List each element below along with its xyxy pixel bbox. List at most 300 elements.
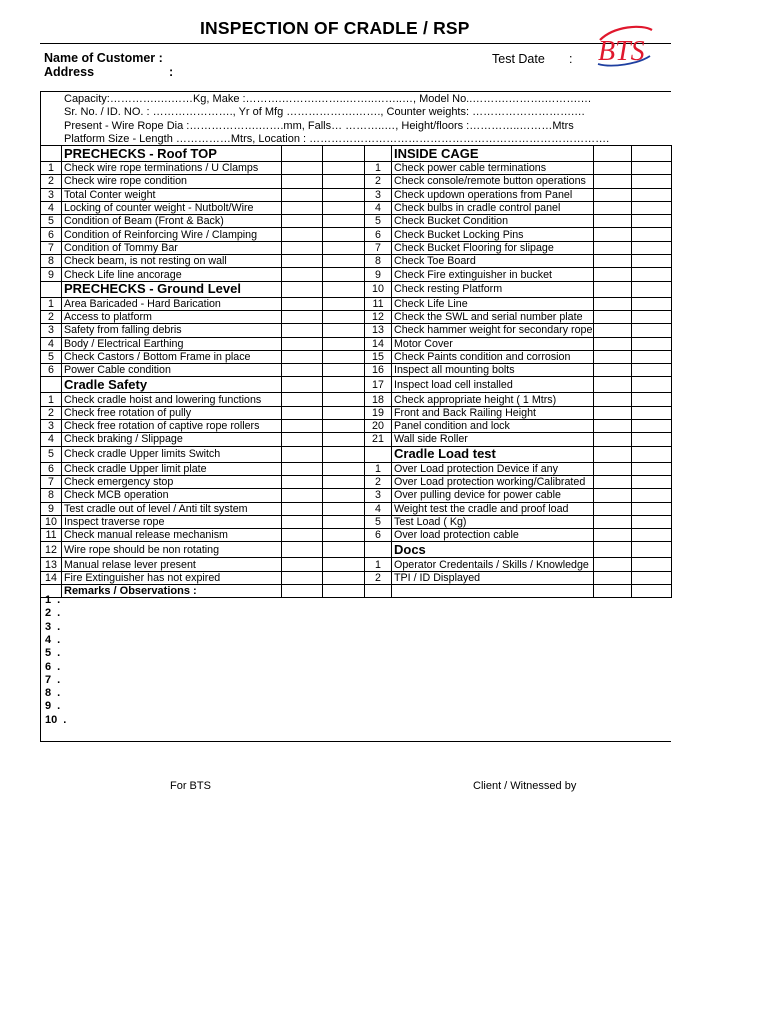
- result-cell[interactable]: [594, 377, 632, 393]
- item-number: 1: [41, 393, 62, 406]
- result-cell[interactable]: [282, 585, 323, 598]
- remark-cell[interactable]: [632, 255, 672, 268]
- remark-cell[interactable]: [632, 364, 672, 377]
- result-cell[interactable]: [594, 462, 632, 475]
- remark-cell[interactable]: [323, 281, 365, 297]
- remark-number: 5: [45, 647, 52, 660]
- check-item-label: Over Load protection Device if any: [392, 462, 594, 475]
- remark-line[interactable]: [45, 714, 66, 726]
- remark-cell[interactable]: [323, 228, 365, 241]
- remark-dot: .: [57, 620, 61, 633]
- result-cell[interactable]: [282, 146, 323, 162]
- section-heading: Cradle Load test: [392, 446, 594, 462]
- remark-cell[interactable]: [632, 310, 672, 323]
- remark-cell[interactable]: [323, 377, 365, 393]
- remark-cell[interactable]: [632, 393, 672, 406]
- result-cell[interactable]: [282, 255, 323, 268]
- table-row: [41, 228, 672, 241]
- table-row: [41, 502, 672, 515]
- result-cell[interactable]: [282, 350, 323, 363]
- result-cell[interactable]: [594, 475, 632, 488]
- remark-cell[interactable]: [632, 337, 672, 350]
- result-cell[interactable]: [282, 558, 323, 571]
- result-cell[interactable]: [282, 433, 323, 446]
- remark-cell[interactable]: [632, 241, 672, 254]
- item-number: 2: [41, 175, 62, 188]
- table-row: [41, 420, 672, 433]
- table-row: [41, 297, 672, 310]
- check-item-label: Check bulbs in cradle control panel: [392, 201, 594, 214]
- item-number: 5: [41, 350, 62, 363]
- result-cell[interactable]: [282, 542, 323, 558]
- check-item-label: Check hammer weight for secondary rope: [392, 324, 594, 337]
- item-number: 3: [41, 324, 62, 337]
- table-row: [41, 188, 672, 201]
- result-cell[interactable]: [282, 446, 323, 462]
- remark-cell[interactable]: [632, 489, 672, 502]
- item-number: 5: [41, 446, 62, 462]
- remark-dot: .: [57, 647, 61, 660]
- check-item-label: Check Bucket Flooring for slipage: [392, 241, 594, 254]
- result-cell[interactable]: [282, 364, 323, 377]
- remark-cell[interactable]: [323, 420, 365, 433]
- result-cell[interactable]: [594, 515, 632, 528]
- check-item-label: Area Baricaded - Hard Barication: [62, 297, 282, 310]
- remark-line[interactable]: [45, 634, 60, 646]
- check-item-label: Check power cable terminations: [392, 162, 594, 175]
- item-number: [41, 146, 62, 162]
- check-item-label: Check Bucket Condition: [392, 215, 594, 228]
- remark-cell[interactable]: [323, 297, 365, 310]
- table-row: [41, 215, 672, 228]
- table-row: [41, 350, 672, 363]
- remark-cell[interactable]: [323, 350, 365, 363]
- result-cell[interactable]: [282, 571, 323, 584]
- result-cell[interactable]: [594, 364, 632, 377]
- result-cell[interactable]: [594, 215, 632, 228]
- check-item-label: Check resting Platform: [392, 281, 594, 297]
- remark-cell[interactable]: [632, 377, 672, 393]
- remark-number: 6: [45, 660, 52, 673]
- check-item-label: Manual relase lever present: [62, 558, 282, 571]
- remark-line[interactable]: [45, 700, 60, 712]
- check-item-label: Check wire rope condition: [62, 175, 282, 188]
- test-date-label: Test Date: [492, 52, 545, 66]
- check-item-label: Condition of Reinforcing Wire / Clamping: [62, 228, 282, 241]
- item-number: 3: [365, 188, 392, 201]
- result-cell[interactable]: [594, 446, 632, 462]
- item-number: 11: [41, 529, 62, 542]
- check-item-label: Check Bucket Locking Pins: [392, 228, 594, 241]
- result-cell[interactable]: [282, 162, 323, 175]
- check-item-label: Inspect traverse rope: [62, 515, 282, 528]
- check-item-label: Safety from falling debris: [62, 324, 282, 337]
- result-cell[interactable]: [282, 188, 323, 201]
- result-cell[interactable]: [594, 502, 632, 515]
- result-cell[interactable]: [594, 571, 632, 584]
- result-cell[interactable]: [594, 433, 632, 446]
- result-cell[interactable]: [594, 255, 632, 268]
- remark-cell[interactable]: [632, 529, 672, 542]
- remark-cell[interactable]: [632, 162, 672, 175]
- remark-cell[interactable]: [632, 558, 672, 571]
- item-number: 11: [365, 297, 392, 310]
- result-cell[interactable]: [282, 406, 323, 419]
- item-number: 1: [365, 558, 392, 571]
- result-cell[interactable]: [282, 337, 323, 350]
- result-cell[interactable]: [282, 228, 323, 241]
- result-cell[interactable]: [282, 310, 323, 323]
- check-item-label: Inspect all mounting bolts: [392, 364, 594, 377]
- remark-cell[interactable]: [323, 515, 365, 528]
- checklist-table: [40, 145, 672, 598]
- remark-cell[interactable]: [323, 188, 365, 201]
- remark-dot: .: [57, 594, 61, 606]
- remark-cell[interactable]: [323, 324, 365, 337]
- item-number: 14: [365, 337, 392, 350]
- remark-cell[interactable]: [632, 446, 672, 462]
- table-row: [41, 462, 672, 475]
- item-number: 19: [365, 406, 392, 419]
- item-number: 10: [41, 515, 62, 528]
- remark-cell[interactable]: [632, 215, 672, 228]
- result-cell[interactable]: [282, 420, 323, 433]
- remark-cell[interactable]: [632, 542, 672, 558]
- remark-dot: .: [57, 607, 61, 620]
- table-row: [41, 364, 672, 377]
- section-heading: Docs: [392, 542, 594, 558]
- check-item-label: Check MCB operation: [62, 489, 282, 502]
- table-row: [41, 310, 672, 323]
- result-cell[interactable]: [282, 241, 323, 254]
- result-cell[interactable]: [594, 241, 632, 254]
- item-number: 9: [365, 268, 392, 281]
- remark-dot: .: [57, 687, 61, 700]
- section-heading: INSIDE CAGE: [392, 146, 594, 162]
- remark-cell[interactable]: [323, 175, 365, 188]
- result-cell[interactable]: [594, 558, 632, 571]
- table-row: [41, 255, 672, 268]
- title-rule: [40, 43, 671, 44]
- result-cell[interactable]: [594, 228, 632, 241]
- check-item-label: Check cradle Upper limits Switch: [62, 446, 282, 462]
- remark-cell[interactable]: [323, 255, 365, 268]
- remark-cell[interactable]: [323, 558, 365, 571]
- remark-line[interactable]: [45, 607, 60, 619]
- item-number: 4: [365, 201, 392, 214]
- remark-cell[interactable]: [323, 146, 365, 162]
- table-row: [41, 175, 672, 188]
- info-line-wire-rope: Present - Wire Rope Dia :……………….…….mm, Falls… ………..…, Height/floors :…………..………Mtrs: [64, 120, 574, 132]
- remark-cell[interactable]: [632, 228, 672, 241]
- table-row: [41, 529, 672, 542]
- item-number: 7: [365, 241, 392, 254]
- address-label: Address: [44, 65, 95, 79]
- check-item-label: Condition of Tommy Bar: [62, 241, 282, 254]
- remark-cell[interactable]: [323, 406, 365, 419]
- remark-cell[interactable]: [632, 515, 672, 528]
- remark-cell[interactable]: [323, 502, 365, 515]
- remark-cell[interactable]: [323, 489, 365, 502]
- check-item-label: Check Life Line: [392, 297, 594, 310]
- table-row: [41, 393, 672, 406]
- table-row: [41, 489, 672, 502]
- check-item-label: Over load protection cable: [392, 529, 594, 542]
- result-cell[interactable]: [282, 462, 323, 475]
- result-cell[interactable]: [282, 377, 323, 393]
- remark-cell[interactable]: [632, 201, 672, 214]
- remark-cell[interactable]: [632, 324, 672, 337]
- item-number: 2: [365, 175, 392, 188]
- table-row: [41, 446, 672, 462]
- check-item-label: Check free rotation of pully: [62, 406, 282, 419]
- result-cell[interactable]: [282, 281, 323, 297]
- result-cell[interactable]: [282, 268, 323, 281]
- result-cell[interactable]: [282, 475, 323, 488]
- table-row: [41, 268, 672, 281]
- check-item-label: Wire rope should be non rotating: [62, 542, 282, 558]
- item-number: 6: [41, 364, 62, 377]
- item-number: 17: [365, 377, 392, 393]
- remark-cell[interactable]: [632, 146, 672, 162]
- remark-line[interactable]: [45, 594, 60, 606]
- remark-line[interactable]: [45, 661, 60, 673]
- item-number: [365, 585, 392, 598]
- check-item-label: Test Load ( Kg): [392, 515, 594, 528]
- item-number: 21: [365, 433, 392, 446]
- item-number: 6: [365, 228, 392, 241]
- remark-cell[interactable]: [323, 268, 365, 281]
- check-item-label: [392, 585, 594, 598]
- item-number: 15: [365, 350, 392, 363]
- result-cell[interactable]: [594, 406, 632, 419]
- table-row: [41, 162, 672, 175]
- check-item-label: Inspect load cell installed: [392, 377, 594, 393]
- remark-cell[interactable]: [632, 268, 672, 281]
- result-cell[interactable]: [594, 188, 632, 201]
- item-number: 6: [41, 228, 62, 241]
- item-number: 8: [365, 255, 392, 268]
- check-item-label: Front and Back Railing Height: [392, 406, 594, 419]
- remark-cell[interactable]: [632, 297, 672, 310]
- remark-cell[interactable]: [323, 542, 365, 558]
- check-item-label: Motor Cover: [392, 337, 594, 350]
- result-cell[interactable]: [594, 297, 632, 310]
- remark-cell[interactable]: [323, 433, 365, 446]
- item-number: 5: [41, 215, 62, 228]
- item-number: 9: [41, 502, 62, 515]
- table-row: [41, 558, 672, 571]
- result-cell[interactable]: [594, 585, 632, 598]
- result-cell[interactable]: [282, 393, 323, 406]
- check-item-label: Over Load protection working/Calibrated: [392, 475, 594, 488]
- remark-cell[interactable]: [323, 162, 365, 175]
- check-item-label: Locking of counter weight - Nutbolt/Wire: [62, 201, 282, 214]
- result-cell[interactable]: [594, 281, 632, 297]
- item-number: 16: [365, 364, 392, 377]
- remark-cell[interactable]: [323, 475, 365, 488]
- item-number: 12: [365, 310, 392, 323]
- item-number: [365, 146, 392, 162]
- check-item-label: Check Castors / Bottom Frame in place: [62, 350, 282, 363]
- check-item-label: Check Toe Board: [392, 255, 594, 268]
- check-item-label: Check braking / Slippage: [62, 433, 282, 446]
- check-item-label: Test cradle out of level / Anti tilt system: [62, 502, 282, 515]
- remark-cell[interactable]: [323, 571, 365, 584]
- item-number: 6: [365, 529, 392, 542]
- check-item-label: Check cradle hoist and lowering functions: [62, 393, 282, 406]
- remark-cell[interactable]: [323, 393, 365, 406]
- remark-cell[interactable]: [323, 446, 365, 462]
- item-number: [365, 542, 392, 558]
- result-cell[interactable]: [594, 146, 632, 162]
- table-row: [41, 406, 672, 419]
- item-number: 1: [365, 162, 392, 175]
- check-item-label: Check appropriate height ( 1 Mtrs): [392, 393, 594, 406]
- result-cell[interactable]: [282, 215, 323, 228]
- check-item-label: Access to platform: [62, 310, 282, 323]
- remark-cell[interactable]: [323, 529, 365, 542]
- item-number: 10: [365, 281, 392, 297]
- item-number: 2: [41, 406, 62, 419]
- remark-dot: .: [57, 700, 61, 713]
- table-row: [41, 475, 672, 488]
- table-row: [41, 433, 672, 446]
- item-number: 13: [365, 324, 392, 337]
- form-frame-bottom: [40, 741, 671, 742]
- remark-dot: .: [63, 713, 67, 726]
- check-item-label: Wall side Roller: [392, 433, 594, 446]
- remark-cell[interactable]: [323, 364, 365, 377]
- remark-cell[interactable]: [632, 433, 672, 446]
- check-item-label: Check wire rope terminations / U Clamps: [62, 162, 282, 175]
- customer-label: Name of Customer :: [44, 51, 163, 65]
- remark-cell[interactable]: [632, 502, 672, 515]
- result-cell[interactable]: [594, 542, 632, 558]
- result-cell[interactable]: [594, 529, 632, 542]
- remark-cell[interactable]: [323, 201, 365, 214]
- remark-cell[interactable]: [632, 281, 672, 297]
- footer-for-bts: For BTS: [170, 780, 211, 792]
- item-number: [365, 446, 392, 462]
- result-cell[interactable]: [282, 489, 323, 502]
- check-item-label: Remarks / Observations :: [62, 585, 282, 598]
- remark-cell[interactable]: [632, 475, 672, 488]
- remark-cell[interactable]: [323, 310, 365, 323]
- result-cell[interactable]: [594, 175, 632, 188]
- remark-cell[interactable]: [323, 585, 365, 598]
- table-row: [41, 585, 672, 598]
- page-title: INSPECTION OF CRADLE / RSP: [200, 18, 470, 38]
- check-item-label: Power Cable condition: [62, 364, 282, 377]
- remark-cell[interactable]: [632, 350, 672, 363]
- result-cell[interactable]: [594, 162, 632, 175]
- item-number: 7: [41, 241, 62, 254]
- remark-line[interactable]: [45, 647, 60, 659]
- info-line-serial: Sr. No. / ID. NO. : …………………., Yr of Mfg ……………….……., Counter weights: ……………………….…: [64, 106, 586, 118]
- remark-line[interactable]: [45, 687, 60, 699]
- remark-cell[interactable]: [323, 215, 365, 228]
- result-cell[interactable]: [594, 393, 632, 406]
- remark-line[interactable]: [45, 621, 60, 633]
- footer-client-witness: Client / Witnessed by: [473, 780, 577, 792]
- result-cell[interactable]: [594, 268, 632, 281]
- result-cell[interactable]: [594, 337, 632, 350]
- item-number: 18: [365, 393, 392, 406]
- result-cell[interactable]: [594, 324, 632, 337]
- test-date-colon: :: [569, 52, 573, 66]
- remark-cell[interactable]: [323, 241, 365, 254]
- info-line-platform: Platform Size - Length ……………Mtrs, Location : ……………………………………………………………………….: [64, 133, 610, 145]
- check-item-label: Weight test the cradle and proof load: [392, 502, 594, 515]
- result-cell[interactable]: [282, 201, 323, 214]
- remark-cell[interactable]: [632, 420, 672, 433]
- check-item-label: Condition of Beam (Front & Back): [62, 215, 282, 228]
- result-cell[interactable]: [282, 502, 323, 515]
- item-number: 6: [41, 462, 62, 475]
- item-number: 2: [365, 475, 392, 488]
- check-item-label: Check console/remote button operations: [392, 175, 594, 188]
- item-number: 1: [365, 462, 392, 475]
- check-item-label: Operator Credentails / Skills / Knowledge: [392, 558, 594, 571]
- table-row: [41, 542, 672, 558]
- remark-cell[interactable]: [632, 462, 672, 475]
- result-cell[interactable]: [282, 297, 323, 310]
- item-number: 20: [365, 420, 392, 433]
- item-number: 2: [365, 571, 392, 584]
- result-cell[interactable]: [594, 310, 632, 323]
- table-row: [41, 201, 672, 214]
- remark-cell[interactable]: [323, 337, 365, 350]
- remark-cell[interactable]: [323, 462, 365, 475]
- check-item-label: Check Life line ancorage: [62, 268, 282, 281]
- check-item-label: Check Fire extinguisher in bucket: [392, 268, 594, 281]
- bts-logo: [594, 24, 656, 68]
- item-number: 3: [41, 188, 62, 201]
- item-number: 7: [41, 475, 62, 488]
- result-cell[interactable]: [282, 324, 323, 337]
- check-item-label: Check free rotation of captive rope rollers: [62, 420, 282, 433]
- item-number: 8: [41, 489, 62, 502]
- remark-cell[interactable]: [632, 585, 672, 598]
- remark-cell[interactable]: [632, 175, 672, 188]
- item-number: [41, 377, 62, 393]
- result-cell[interactable]: [594, 350, 632, 363]
- remark-cell[interactable]: [632, 188, 672, 201]
- remark-cell[interactable]: [632, 406, 672, 419]
- table-row: [41, 241, 672, 254]
- remark-number: 10: [45, 713, 58, 726]
- item-number: 3: [41, 420, 62, 433]
- check-item-label: Check the SWL and serial number plate: [392, 310, 594, 323]
- remark-number: 4: [45, 633, 52, 646]
- remark-cell[interactable]: [632, 571, 672, 584]
- item-number: 9: [41, 268, 62, 281]
- result-cell[interactable]: [594, 420, 632, 433]
- address-colon: :: [169, 65, 174, 79]
- remark-line[interactable]: [45, 674, 60, 686]
- result-cell[interactable]: [594, 201, 632, 214]
- remark-number: 9: [45, 700, 52, 713]
- result-cell[interactable]: [282, 515, 323, 528]
- check-item-label: Total Conter weight: [62, 188, 282, 201]
- item-number: 3: [365, 489, 392, 502]
- check-item-label: Check emergency stop: [62, 475, 282, 488]
- result-cell[interactable]: [282, 529, 323, 542]
- result-cell[interactable]: [594, 489, 632, 502]
- table-row: [41, 377, 672, 393]
- result-cell[interactable]: [282, 175, 323, 188]
